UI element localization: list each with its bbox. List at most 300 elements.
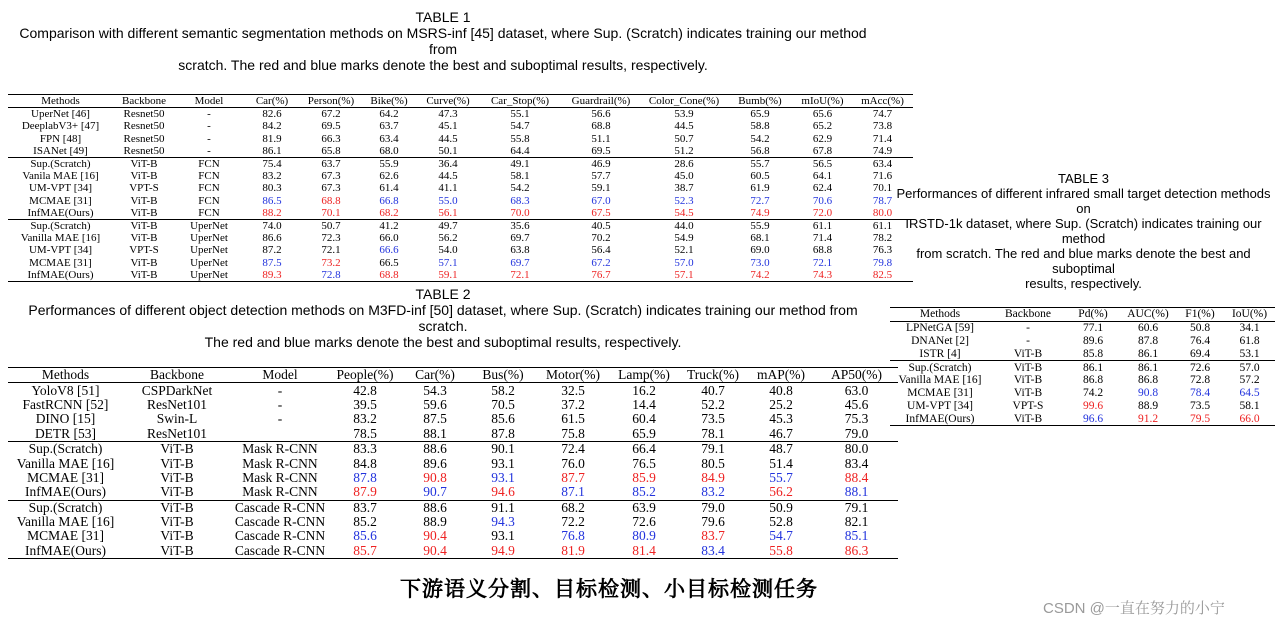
table2-row: [8, 427, 898, 442]
table2-cell: 76.0: [561, 456, 585, 471]
table1-header-cell: Car_Stop(%): [479, 95, 561, 108]
table1-cell: 86.1: [262, 144, 282, 157]
table3-header-cell: Backbone: [990, 308, 1066, 322]
table3-cell: ViT-B: [990, 412, 1066, 425]
table1-cell: 70.1: [321, 206, 341, 219]
table3-cell: 69.4: [1189, 347, 1211, 360]
table2-cell: 63.9: [609, 500, 679, 515]
table2-header-cell: Motor(%): [537, 368, 609, 383]
table3-row: [890, 361, 1275, 374]
table3-section: [890, 171, 1277, 426]
table2-cell: 45.6: [844, 397, 869, 412]
table1-cell: 49.7: [417, 219, 479, 232]
table2-cell: 90.8: [423, 470, 447, 485]
table2-cell: 90.4: [423, 529, 447, 544]
table2-cell: 79.0: [844, 426, 869, 441]
table2-cell: CSPDarkNet: [141, 382, 213, 398]
table1-header-cell: mAcc(%): [852, 95, 913, 108]
table2-cell: 88.1: [844, 485, 869, 500]
table1-cell: UperNet: [190, 232, 228, 245]
table2-cell: Cascade R-CNN: [231, 544, 329, 559]
table1-cell: 56.5: [793, 157, 852, 170]
table2-cell: 52.8: [769, 514, 793, 530]
table2-cell: 68.2: [537, 500, 609, 515]
table2-cell: 88.1: [423, 426, 447, 441]
table1-cell: 68.3: [510, 194, 530, 207]
table1-cell: FCN: [175, 157, 243, 170]
table1-cell: 41.1: [438, 182, 458, 195]
table2-cell: 87.1: [561, 485, 585, 500]
table2-row: [8, 485, 898, 500]
table2-header-cell: People(%): [329, 368, 401, 383]
table2-cell: Cascade R-CNN: [234, 514, 326, 530]
table1-cell: 78.7: [872, 194, 893, 207]
table3-row: [890, 400, 1275, 413]
table2-label: TABLE 2: [415, 286, 471, 302]
footer-caption: 下游语义分割、目标检测、小目标检测任务: [400, 578, 818, 601]
table3-cell: 96.6: [1066, 412, 1120, 425]
table1-cell: 56.6: [591, 108, 611, 121]
table1-cell: Resnet50: [123, 108, 165, 121]
table1-cell: 62.4: [812, 182, 833, 195]
table3-cell: 61.8: [1239, 334, 1260, 347]
table2-cell: 85.6: [353, 529, 377, 544]
table1-cell: 61.9: [750, 182, 770, 195]
table1-cell: 71.4: [872, 132, 893, 145]
table2-cell: 90.7: [423, 485, 447, 500]
table2-cell: ResNet101: [147, 426, 207, 441]
table2-cell: 83.2: [701, 485, 725, 500]
table1-cell: 68.8: [361, 269, 417, 282]
table2-row: [8, 441, 898, 456]
table2-cell: 81.9: [537, 544, 609, 559]
table2-cell: ViT-B: [160, 456, 194, 471]
table2-cell: 37.2: [561, 397, 585, 412]
table1-cell: UM-VPT [34]: [28, 244, 93, 257]
table1-cell: 35.6: [479, 219, 561, 232]
table1-cell: 68.8: [591, 120, 611, 133]
table2-cell: 54.7: [769, 529, 793, 544]
table3-cell: ViT-B: [990, 361, 1066, 374]
table2-cell: 75.3: [844, 412, 869, 427]
table2-cell: Mask R-CNN: [242, 485, 318, 500]
table2-cell: Mask R-CNN: [242, 470, 318, 485]
table2-cell: 82.1: [844, 514, 869, 530]
table2-cell: 58.2: [491, 382, 515, 398]
table1-cell: 80.3: [262, 182, 282, 195]
table1-cell: 86.6: [262, 232, 282, 245]
table1-cell: 64.1: [812, 170, 833, 183]
table1-header-row: [8, 95, 913, 108]
table2-header-cell: Backbone: [123, 368, 231, 383]
table2-cell: 83.4: [679, 544, 747, 559]
table2-cell: 91.1: [469, 500, 537, 515]
table2-cell: 75.8: [561, 426, 585, 441]
table1-cell: 55.8: [510, 132, 530, 145]
table2-cell: 51.4: [769, 456, 793, 471]
table2-caption-line-1: Performances of different object detection methods on M3FD-inf [50] dataset, where Sup. (Scratch) indicates training our method from scratch.: [28, 302, 858, 334]
table3-header-cell: IoU(%): [1224, 308, 1275, 322]
table1-caption-line-2: scratch. The red and blue marks denote the best and suboptimal results, respectively.: [178, 57, 708, 73]
table3-cell: 87.8: [1137, 334, 1159, 347]
table1-cell: 56.8: [750, 144, 770, 157]
table2-cell: 94.3: [491, 514, 515, 530]
table1-cell: 84.2: [262, 120, 282, 133]
table3-cell: 91.2: [1120, 412, 1176, 425]
table1-cell: 70.2: [591, 232, 611, 245]
table2-cell: 78.1: [701, 426, 725, 441]
table1: [8, 94, 913, 282]
table1-cell: 46.9: [561, 157, 641, 170]
table1-cell: -: [207, 120, 211, 133]
table2-cell: DINO [15]: [35, 412, 96, 427]
table1-body: [8, 108, 913, 282]
table2-cell: 76.8: [561, 529, 585, 544]
table1-cell: 63.7: [379, 120, 399, 133]
table2: [8, 367, 898, 559]
table2-cell: 89.6: [423, 456, 447, 471]
table3-label: TABLE 3: [1057, 171, 1110, 186]
table2-cell: ResNet101: [147, 397, 207, 412]
table3-cell: 74.2: [1082, 387, 1104, 400]
table2-cell: Mask R-CNN: [231, 441, 329, 456]
table1-cell: 72.0: [812, 206, 833, 219]
table2-cell: 83.7: [701, 529, 725, 544]
table1-header-cell: Color_Cone(%): [641, 95, 727, 108]
table2-cell: InfMAE(Ours): [25, 485, 106, 500]
table2-cell: Vanilla MAE [16]: [16, 514, 115, 530]
table1-cell: 78.2: [872, 232, 893, 245]
table1-cell: 63.4: [379, 132, 399, 145]
table2-cell: 48.7: [747, 441, 815, 456]
table2-row: [8, 412, 898, 426]
table1-cell: 40.5: [561, 219, 641, 232]
table1-cell: 75.4: [243, 157, 301, 170]
table1-header-cell: Curve(%): [417, 95, 479, 108]
table3-row: [890, 412, 1275, 425]
table2-header-cell: Methods: [8, 368, 123, 383]
table2-row: [8, 398, 898, 412]
table2-cell: 87.8: [353, 470, 377, 485]
table1-cell: Vanilla MAE [16]: [20, 232, 101, 245]
table2-cell: 88.6: [401, 441, 469, 456]
table2-cell: 88.9: [423, 514, 447, 530]
table2-cell: FastRCNN [52]: [22, 397, 109, 412]
table1-cell: 73.0: [750, 256, 770, 269]
table1-cell: -: [207, 144, 211, 157]
table1-header-cell: Model: [175, 95, 243, 108]
table3-cell: 86.8: [1082, 374, 1104, 387]
table1-cell: 62.6: [379, 170, 399, 183]
table2-cell: 52.2: [701, 397, 725, 412]
table2-cell: 85.7: [329, 544, 401, 559]
table3-cell: InfMAE(Ours): [890, 412, 990, 425]
table3-cell: 58.1: [1239, 399, 1260, 412]
table1-cell: UM-VPT [34]: [28, 182, 93, 195]
table2-row: [8, 515, 898, 529]
table2-cell: 46.7: [769, 426, 793, 441]
table3-header-cell: F1(%): [1176, 308, 1224, 322]
table1-cell: -: [207, 108, 211, 121]
table1-cell: 64.4: [510, 144, 530, 157]
table1-cell: UperNet: [190, 256, 228, 269]
table2-cell: 83.7: [329, 500, 401, 515]
table2-cell: Vanilla MAE [16]: [16, 456, 115, 471]
table3-header-cell: Methods: [890, 308, 990, 322]
table3-cell: LPNetGA [59]: [905, 322, 975, 335]
table3-cell: ViT-B: [1013, 387, 1043, 400]
table1-cell: 53.9: [674, 108, 694, 121]
table1-cell: 57.7: [591, 170, 611, 183]
table1-cell: 74.2: [727, 269, 793, 282]
table1-cell: 69.7: [510, 256, 530, 269]
table2-cell: 83.2: [353, 412, 377, 427]
table2-cell: 85.2: [632, 485, 656, 500]
table2-cell: 73.5: [701, 412, 725, 427]
table1-row: [8, 120, 913, 132]
table1-cell: 81.9: [262, 132, 282, 145]
table1-cell: 65.9: [750, 108, 770, 121]
table2-cell: 61.5: [561, 412, 585, 427]
table1-section: [8, 9, 904, 282]
table1-cell: 50.7: [674, 132, 694, 145]
table2-cell: 93.1: [491, 470, 515, 485]
table1-cell: 83.2: [262, 170, 282, 183]
table2-cell: 87.7: [561, 470, 585, 485]
table1-cell: 82.6: [262, 108, 282, 121]
table1-cell: 56.4: [591, 244, 611, 257]
table2-cell: -: [277, 397, 283, 412]
table1-cell: 63.7: [301, 157, 361, 170]
table1-cell: 44.5: [438, 170, 458, 183]
table1-cell: 51.1: [591, 132, 611, 145]
table2-cell: Sup.(Scratch): [8, 441, 123, 456]
table1-cell: 45.1: [438, 120, 458, 133]
table3-cell: MCMAE [31]: [907, 387, 973, 400]
table2-cell: 78.5: [353, 426, 377, 441]
table2-cell: -: [277, 382, 283, 398]
table1-cell: FCN: [198, 182, 220, 195]
table1-cell: Sup.(Scratch): [8, 219, 113, 232]
table1-cell: 72.8: [301, 269, 361, 282]
table1-cell: 68.0: [379, 144, 399, 157]
table1-cell: 68.8: [321, 194, 341, 207]
table2-cell: 90.1: [469, 441, 537, 456]
table3-cell: 79.5: [1176, 412, 1224, 425]
table1-cell: 50.7: [301, 219, 361, 232]
table2-cell: 60.4: [632, 412, 656, 427]
table1-cell: 57.1: [438, 256, 458, 269]
table1-cell: 76.3: [872, 244, 893, 257]
table1-cell: 71.6: [872, 170, 893, 183]
table2-cell: 55.8: [747, 544, 815, 559]
table1-cell: ViT-B: [113, 269, 175, 282]
table1-cell: 72.1: [321, 244, 341, 257]
table1-cell: 54.5: [674, 206, 694, 219]
table1-cell: UperNet [46]: [31, 108, 90, 121]
table2-row: [8, 471, 898, 485]
table2-cell: 45.3: [769, 412, 793, 427]
table1-cell: 76.7: [561, 269, 641, 282]
table1-cell: 47.3: [438, 108, 458, 121]
table1-row: [8, 207, 913, 220]
table1-row: [8, 157, 913, 170]
table1-cell: 55.7: [727, 157, 793, 170]
table2-cell: 80.0: [815, 441, 898, 456]
table1-cell: 68.8: [812, 244, 833, 257]
table2-section: [8, 286, 882, 559]
table2-cell: YoloV8 [51]: [31, 382, 100, 398]
table1-header-cell: Guardrail(%): [561, 95, 641, 108]
table1-cell: 70.6: [812, 194, 833, 207]
table1-cell: 57.0: [674, 256, 694, 269]
table3-cell: 78.4: [1189, 387, 1211, 400]
table1-cell: 45.0: [674, 170, 694, 183]
table1-cell: ViT-B: [113, 219, 175, 232]
table2-row: [8, 529, 898, 543]
table1-row: [8, 145, 913, 158]
table2-cell: 65.9: [632, 426, 656, 441]
table2-cell: 94.6: [491, 485, 515, 500]
table3-cell: 89.6: [1082, 334, 1104, 347]
table1-cell: 67.2: [591, 256, 611, 269]
table1-cell: 67.5: [591, 206, 611, 219]
table3-row: [890, 335, 1275, 348]
table2-cell: 80.9: [632, 529, 656, 544]
table3-cell: 34.1: [1239, 322, 1260, 335]
table2-cell: MCMAE [31]: [27, 470, 104, 485]
table1-header-cell: Bumb(%): [727, 95, 793, 108]
table3-cell: 86.1: [1066, 361, 1120, 374]
table2-header-cell: AP50(%): [815, 368, 898, 383]
table1-cell: 64.2: [379, 108, 399, 121]
table1-cell: 57.1: [641, 269, 727, 282]
table2-cell: 93.1: [491, 529, 515, 544]
table1-cell: 52.3: [674, 194, 694, 207]
table1-header-cell: Backbone: [113, 95, 175, 108]
table2-header-cell: Lamp(%): [609, 368, 679, 383]
table1-cell: 58.8: [750, 120, 770, 133]
table1-cell: Resnet50: [123, 132, 165, 145]
table1-cell: InfMAE(Ours): [8, 269, 113, 282]
table2-cell: 81.4: [609, 544, 679, 559]
table3: [890, 307, 1275, 426]
table1-cell: 72.1: [479, 269, 561, 282]
table3-cell: 85.8: [1082, 347, 1104, 360]
table3-row: [890, 347, 1275, 360]
table1-row: [8, 232, 913, 244]
table2-cell: 79.6: [701, 514, 725, 530]
table3-caption-line-4: results, respectively.: [1025, 276, 1142, 291]
table1-cell: 72.3: [321, 232, 341, 245]
table2-cell: ViT-B: [160, 470, 194, 485]
table3-row: [890, 387, 1275, 400]
table1-cell: 67.0: [591, 194, 611, 207]
table3-cell: 86.1: [1120, 361, 1176, 374]
table2-cell: 66.4: [609, 441, 679, 456]
table1-cell: 61.1: [793, 219, 852, 232]
table1-cell: FPN [48]: [39, 132, 82, 145]
table3-cell: DNANet [2]: [911, 334, 969, 347]
table1-cell: MCMAE [31]: [29, 256, 92, 269]
table2-header-cell: mAP(%): [747, 368, 815, 383]
table1-cell: 67.3: [321, 182, 341, 195]
table3-cell: 50.8: [1189, 322, 1211, 335]
table2-row: [8, 544, 898, 559]
table3-cell: 86.1: [1137, 347, 1159, 360]
table1-row: [8, 182, 913, 194]
table2-cell: 72.6: [632, 514, 656, 530]
table2-cell: [231, 427, 329, 442]
table1-cell: 54.0: [438, 244, 458, 257]
table2-cell: 79.0: [679, 500, 747, 515]
table1-cell: 69.5: [591, 144, 611, 157]
table2-cell: 63.0: [844, 382, 869, 398]
table1-cell: ViT-B: [130, 256, 158, 269]
table2-row: [8, 456, 898, 470]
table3-body: [890, 321, 1275, 425]
table3-caption-line-1: Performances of different infrared small target detection methods on: [896, 186, 1271, 216]
table2-cell: 39.5: [353, 397, 377, 412]
table2-cell: 54.3: [423, 382, 447, 398]
table1-cell: 73.8: [872, 120, 893, 133]
table3-cell: 72.8: [1189, 374, 1211, 387]
table1-cell: ViT-B: [130, 170, 158, 183]
table1-cell: ViT-B: [130, 194, 158, 207]
table1-cell: 65.6: [812, 108, 833, 121]
table1-cell: VPT-S: [129, 244, 159, 257]
table1-cell: FCN: [198, 170, 220, 183]
table1-row: [8, 256, 913, 268]
table1-cell: 44.0: [641, 219, 727, 232]
table1-cell: 74.0: [243, 219, 301, 232]
table1-row: [8, 133, 913, 145]
table1-cell: 73.2: [321, 256, 341, 269]
table2-cell: 25.2: [769, 397, 793, 412]
table2-cell: 87.8: [491, 426, 515, 441]
table1-cell: 61.1: [852, 219, 913, 232]
table1-row: [8, 195, 913, 207]
table1-cell: 67.3: [321, 170, 341, 183]
table1-cell: 55.9: [727, 219, 793, 232]
table2-cell: 87.9: [353, 485, 377, 500]
table1-header-cell: mIoU(%): [793, 95, 852, 108]
table1-cell: ISANet [49]: [33, 144, 88, 157]
table1-header-cell: Car(%): [243, 95, 301, 108]
table2-cell: 55.7: [769, 470, 793, 485]
table1-cell: 68.1: [750, 232, 770, 245]
table1-cell: ViT-B: [130, 232, 158, 245]
table2-cell: ViT-B: [123, 500, 231, 515]
table2-cell: 14.4: [632, 397, 656, 412]
table2-cell: 59.6: [423, 397, 447, 412]
table3-cell: 90.8: [1137, 387, 1159, 400]
table1-cell: 74.7: [872, 108, 893, 121]
table1-row: [8, 170, 913, 182]
table3-cell: 86.8: [1137, 374, 1159, 387]
table1-cell: ViT-B: [130, 206, 158, 219]
table1-row: [8, 219, 913, 232]
table2-cell: ViT-B: [160, 514, 194, 530]
table2-cell: 84.9: [701, 470, 725, 485]
table1-cell: 66.8: [379, 194, 399, 207]
table1-cell: 41.2: [361, 219, 417, 232]
table1-cell: 86.5: [262, 194, 282, 207]
table1-cell: 87.5: [262, 256, 282, 269]
table2-cell: 50.9: [747, 500, 815, 515]
table2-cell: 83.3: [329, 441, 401, 456]
table2-cell: 90.4: [401, 544, 469, 559]
